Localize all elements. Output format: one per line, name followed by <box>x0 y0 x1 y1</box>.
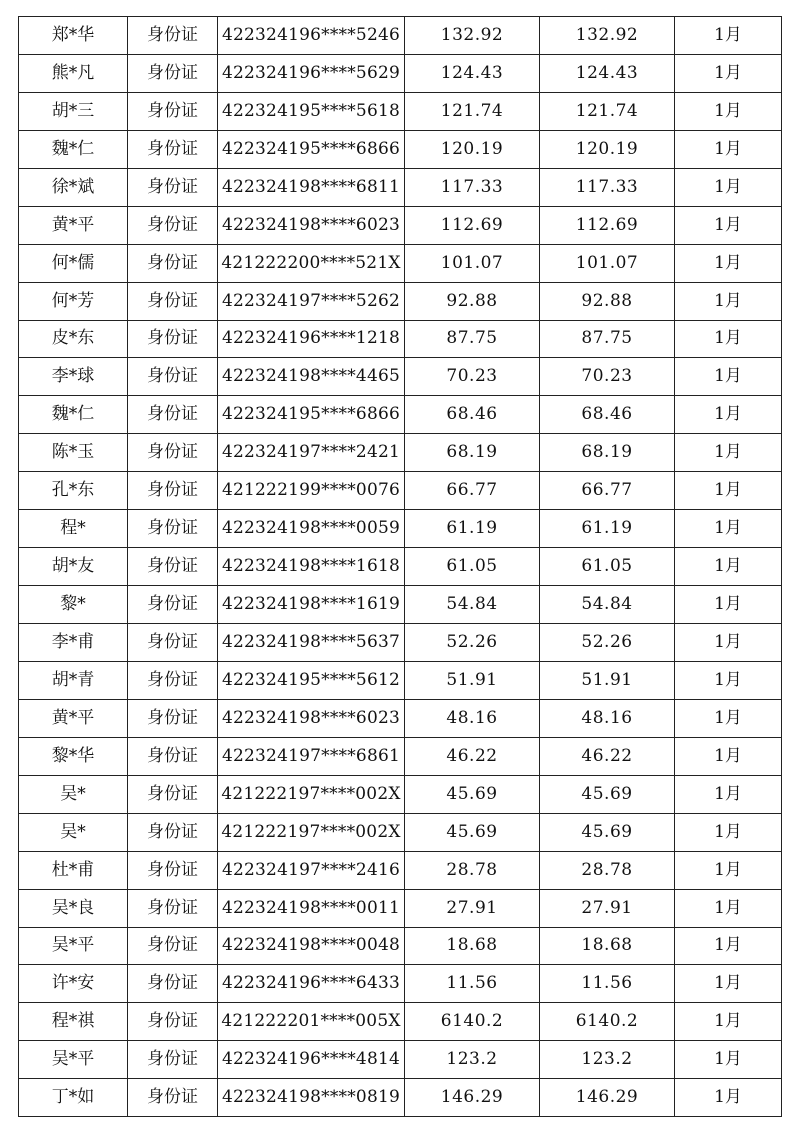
cell-month: 1月 <box>675 889 782 927</box>
cell-id-number: 422324198****6811 <box>218 168 405 206</box>
cell-id-number: 422324197****2416 <box>218 851 405 889</box>
cell-month: 1月 <box>675 206 782 244</box>
cell-name: 黎* <box>19 586 128 624</box>
cell-amount: 52.26 <box>405 624 540 662</box>
cell-amount: 68.46 <box>405 396 540 434</box>
cell-id-number: 422324195****5618 <box>218 92 405 130</box>
cell-amount: 123.2 <box>405 1041 540 1079</box>
cell-id-type: 身份证 <box>128 927 218 965</box>
cell-name: 何*儒 <box>19 244 128 282</box>
cell-amount-2: 132.92 <box>540 17 675 55</box>
cell-id-number: 421222199****0076 <box>218 472 405 510</box>
cell-id-type: 身份证 <box>128 396 218 434</box>
cell-amount-2: 92.88 <box>540 282 675 320</box>
cell-id-number: 422324196****5629 <box>218 54 405 92</box>
cell-amount: 48.16 <box>405 699 540 737</box>
cell-id-type: 身份证 <box>128 624 218 662</box>
cell-amount-2: 123.2 <box>540 1041 675 1079</box>
cell-id-type: 身份证 <box>128 661 218 699</box>
table-row <box>19 548 782 586</box>
cell-name: 徐*斌 <box>19 168 128 206</box>
cell-month: 1月 <box>675 927 782 965</box>
cell-id-type: 身份证 <box>128 92 218 130</box>
cell-id-type: 身份证 <box>128 965 218 1003</box>
cell-month: 1月 <box>675 965 782 1003</box>
cell-name: 程*祺 <box>19 1003 128 1041</box>
cell-name: 胡*友 <box>19 548 128 586</box>
cell-amount: 101.07 <box>405 244 540 282</box>
cell-name: 李*球 <box>19 358 128 396</box>
cell-amount-2: 51.91 <box>540 661 675 699</box>
cell-amount: 18.68 <box>405 927 540 965</box>
cell-id-number: 422324195****6866 <box>218 130 405 168</box>
cell-month: 1月 <box>675 282 782 320</box>
cell-amount: 121.74 <box>405 92 540 130</box>
cell-month: 1月 <box>675 737 782 775</box>
cell-amount: 51.91 <box>405 661 540 699</box>
table-row <box>19 434 782 472</box>
cell-amount-2: 68.46 <box>540 396 675 434</box>
cell-id-number: 421222197****002X <box>218 813 405 851</box>
cell-name: 杜*甫 <box>19 851 128 889</box>
table-row <box>19 1003 782 1041</box>
cell-month: 1月 <box>675 434 782 472</box>
cell-amount-2: 54.84 <box>540 586 675 624</box>
cell-month: 1月 <box>675 92 782 130</box>
cell-amount: 146.29 <box>405 1079 540 1117</box>
cell-amount: 92.88 <box>405 282 540 320</box>
cell-id-number: 422324196****4814 <box>218 1041 405 1079</box>
cell-month: 1月 <box>675 699 782 737</box>
cell-id-number: 422324198****5637 <box>218 624 405 662</box>
cell-id-type: 身份证 <box>128 244 218 282</box>
cell-amount: 70.23 <box>405 358 540 396</box>
cell-amount: 6140.2 <box>405 1003 540 1041</box>
cell-month: 1月 <box>675 396 782 434</box>
cell-id-number: 422324198****6023 <box>218 699 405 737</box>
cell-id-type: 身份证 <box>128 17 218 55</box>
cell-amount: 112.69 <box>405 206 540 244</box>
data-table <box>18 16 782 1117</box>
cell-month: 1月 <box>675 661 782 699</box>
cell-month: 1月 <box>675 851 782 889</box>
cell-id-number: 422324196****1218 <box>218 320 405 358</box>
cell-id-number: 421222201****005X <box>218 1003 405 1041</box>
cell-amount: 66.77 <box>405 472 540 510</box>
cell-id-number: 422324198****4465 <box>218 358 405 396</box>
cell-month: 1月 <box>675 17 782 55</box>
table-row <box>19 699 782 737</box>
cell-id-type: 身份证 <box>128 889 218 927</box>
table-row <box>19 624 782 662</box>
table-row <box>19 168 782 206</box>
cell-id-number: 421222197****002X <box>218 775 405 813</box>
cell-name: 黎*华 <box>19 737 128 775</box>
cell-amount: 132.92 <box>405 17 540 55</box>
cell-amount-2: 11.56 <box>540 965 675 1003</box>
table-row <box>19 54 782 92</box>
cell-month: 1月 <box>675 168 782 206</box>
cell-name: 许*安 <box>19 965 128 1003</box>
table-row <box>19 17 782 55</box>
cell-id-number: 422324198****0011 <box>218 889 405 927</box>
cell-amount-2: 121.74 <box>540 92 675 130</box>
cell-name: 程* <box>19 510 128 548</box>
cell-amount-2: 18.68 <box>540 927 675 965</box>
cell-id-number: 422324196****5246 <box>218 17 405 55</box>
table-row <box>19 320 782 358</box>
cell-id-number: 422324195****6866 <box>218 396 405 434</box>
table-row <box>19 358 782 396</box>
cell-id-type: 身份证 <box>128 510 218 548</box>
cell-amount-2: 45.69 <box>540 813 675 851</box>
cell-name: 黄*平 <box>19 206 128 244</box>
cell-id-number: 422324196****6433 <box>218 965 405 1003</box>
cell-amount-2: 61.19 <box>540 510 675 548</box>
cell-id-number: 422324197****5262 <box>218 282 405 320</box>
cell-amount: 120.19 <box>405 130 540 168</box>
cell-name: 郑*华 <box>19 17 128 55</box>
cell-amount: 61.19 <box>405 510 540 548</box>
cell-month: 1月 <box>675 358 782 396</box>
table-row <box>19 889 782 927</box>
cell-name: 陈*玉 <box>19 434 128 472</box>
cell-id-type: 身份证 <box>128 168 218 206</box>
table-row <box>19 396 782 434</box>
cell-id-type: 身份证 <box>128 358 218 396</box>
cell-amount: 54.84 <box>405 586 540 624</box>
cell-amount: 124.43 <box>405 54 540 92</box>
table-row <box>19 206 782 244</box>
table-row <box>19 965 782 1003</box>
table-row <box>19 92 782 130</box>
cell-amount-2: 28.78 <box>540 851 675 889</box>
cell-id-number: 422324198****6023 <box>218 206 405 244</box>
cell-amount: 87.75 <box>405 320 540 358</box>
cell-id-type: 身份证 <box>128 1041 218 1079</box>
table-row <box>19 927 782 965</box>
cell-amount: 117.33 <box>405 168 540 206</box>
cell-month: 1月 <box>675 54 782 92</box>
cell-month: 1月 <box>675 813 782 851</box>
cell-id-type: 身份证 <box>128 851 218 889</box>
cell-amount-2: 6140.2 <box>540 1003 675 1041</box>
table-row <box>19 282 782 320</box>
cell-amount: 45.69 <box>405 813 540 851</box>
cell-amount-2: 68.19 <box>540 434 675 472</box>
table-row <box>19 130 782 168</box>
cell-month: 1月 <box>675 510 782 548</box>
cell-id-type: 身份证 <box>128 282 218 320</box>
cell-id-type: 身份证 <box>128 434 218 472</box>
table-row <box>19 813 782 851</box>
cell-id-number: 422324195****5612 <box>218 661 405 699</box>
cell-amount-2: 61.05 <box>540 548 675 586</box>
cell-amount-2: 117.33 <box>540 168 675 206</box>
cell-amount: 45.69 <box>405 775 540 813</box>
table-row <box>19 244 782 282</box>
cell-name: 熊*凡 <box>19 54 128 92</box>
cell-amount: 46.22 <box>405 737 540 775</box>
cell-id-type: 身份证 <box>128 775 218 813</box>
cell-id-type: 身份证 <box>128 320 218 358</box>
cell-month: 1月 <box>675 244 782 282</box>
table-row <box>19 1041 782 1079</box>
cell-name: 胡*三 <box>19 92 128 130</box>
cell-name: 吴* <box>19 813 128 851</box>
cell-id-type: 身份证 <box>128 699 218 737</box>
cell-month: 1月 <box>675 1079 782 1117</box>
cell-amount: 61.05 <box>405 548 540 586</box>
cell-id-type: 身份证 <box>128 737 218 775</box>
cell-month: 1月 <box>675 472 782 510</box>
cell-amount-2: 120.19 <box>540 130 675 168</box>
cell-amount-2: 52.26 <box>540 624 675 662</box>
cell-amount-2: 46.22 <box>540 737 675 775</box>
cell-id-type: 身份证 <box>128 206 218 244</box>
cell-id-type: 身份证 <box>128 586 218 624</box>
table-body <box>19 17 782 1117</box>
cell-id-number: 422324198****1619 <box>218 586 405 624</box>
cell-month: 1月 <box>675 320 782 358</box>
cell-name: 胡*青 <box>19 661 128 699</box>
cell-month: 1月 <box>675 1041 782 1079</box>
cell-name: 何*芳 <box>19 282 128 320</box>
cell-amount-2: 146.29 <box>540 1079 675 1117</box>
cell-amount-2: 101.07 <box>540 244 675 282</box>
cell-amount-2: 27.91 <box>540 889 675 927</box>
cell-name: 吴* <box>19 775 128 813</box>
cell-amount-2: 124.43 <box>540 54 675 92</box>
cell-month: 1月 <box>675 775 782 813</box>
cell-id-type: 身份证 <box>128 472 218 510</box>
table-row <box>19 510 782 548</box>
cell-id-type: 身份证 <box>128 54 218 92</box>
cell-month: 1月 <box>675 548 782 586</box>
cell-amount-2: 87.75 <box>540 320 675 358</box>
cell-name: 黄*平 <box>19 699 128 737</box>
cell-name: 魏*仁 <box>19 130 128 168</box>
cell-id-type: 身份证 <box>128 813 218 851</box>
cell-amount: 11.56 <box>405 965 540 1003</box>
table-row <box>19 1079 782 1117</box>
cell-amount-2: 112.69 <box>540 206 675 244</box>
cell-id-number: 422324197****2421 <box>218 434 405 472</box>
cell-name: 皮*东 <box>19 320 128 358</box>
cell-amount-2: 48.16 <box>540 699 675 737</box>
cell-id-number: 422324198****0059 <box>218 510 405 548</box>
cell-id-number: 422324198****0819 <box>218 1079 405 1117</box>
cell-amount: 28.78 <box>405 851 540 889</box>
cell-amount: 68.19 <box>405 434 540 472</box>
cell-name: 吴*良 <box>19 889 128 927</box>
cell-id-type: 身份证 <box>128 130 218 168</box>
cell-name: 李*甫 <box>19 624 128 662</box>
cell-id-type: 身份证 <box>128 1003 218 1041</box>
cell-id-type: 身份证 <box>128 548 218 586</box>
cell-month: 1月 <box>675 624 782 662</box>
cell-id-type: 身份证 <box>128 1079 218 1117</box>
table-row <box>19 472 782 510</box>
cell-name: 魏*仁 <box>19 396 128 434</box>
cell-amount-2: 66.77 <box>540 472 675 510</box>
cell-amount-2: 70.23 <box>540 358 675 396</box>
table-row <box>19 737 782 775</box>
cell-month: 1月 <box>675 130 782 168</box>
cell-month: 1月 <box>675 1003 782 1041</box>
cell-id-number: 422324198****1618 <box>218 548 405 586</box>
cell-month: 1月 <box>675 586 782 624</box>
cell-name: 孔*东 <box>19 472 128 510</box>
cell-id-number: 421222200****521X <box>218 244 405 282</box>
table-row <box>19 586 782 624</box>
table-row <box>19 775 782 813</box>
cell-amount: 27.91 <box>405 889 540 927</box>
cell-name: 丁*如 <box>19 1079 128 1117</box>
cell-amount-2: 45.69 <box>540 775 675 813</box>
table-row <box>19 851 782 889</box>
cell-name: 吴*平 <box>19 927 128 965</box>
cell-id-number: 422324197****6861 <box>218 737 405 775</box>
cell-id-number: 422324198****0048 <box>218 927 405 965</box>
table-row <box>19 661 782 699</box>
cell-name: 吴*平 <box>19 1041 128 1079</box>
